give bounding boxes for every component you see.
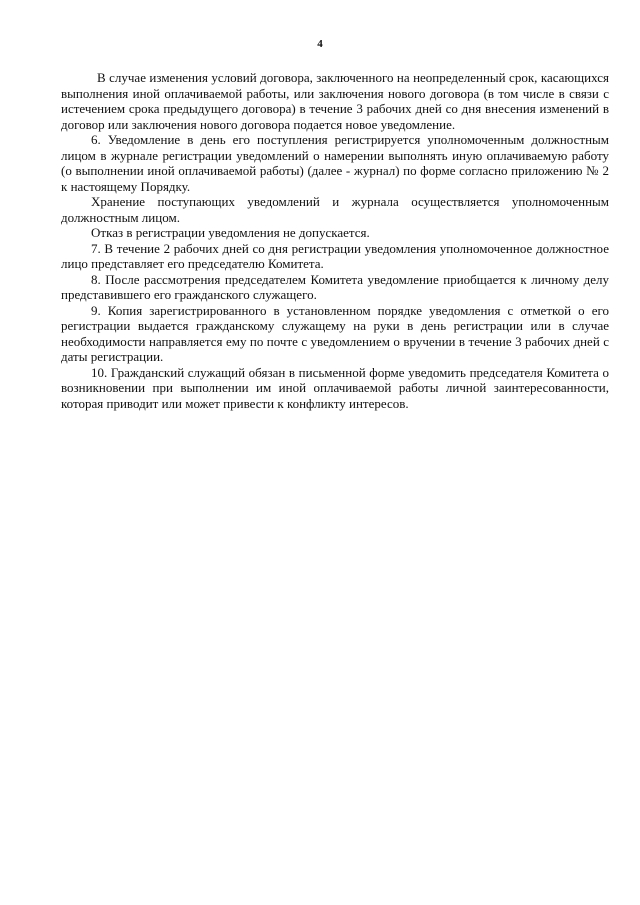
paragraph-8-personal-file: 8. После рассмотрения председателем Комитета уведомление приобщается к личному делу представившего его гражданского служащего. <box>61 271 609 302</box>
paragraph-7-submission: 7. В течение 2 рабочих дней со дня регистрации уведомления уполномоченное должностное лицо представляет его председателю Комитета. <box>61 240 609 271</box>
paragraph-storage: Хранение поступающих уведомлений и журнала осуществляется уполномоченным должностным лицом. <box>61 194 609 225</box>
paragraph-6-registration: 6. Уведомление в день его поступления регистрируется уполномоченным должностным лицом в журнале регистрации уведомлений о намерении выполнять иную оплачиваемую работу (о выполнении иной оплачиваемой работы) (далее - журнал) по форме согласно приложению № 2 к настоящему Порядку. <box>61 132 609 194</box>
paragraph-9-copy: 9. Копия зарегистрированного в установленном порядке уведомления с отметкой о его регистрации выдается гражданскому служащему на руки в день регистрации или в случае необходимости направляется ему по почте с уведомлением о вручении в течение 3 рабочих дней с даты регистрации. <box>61 302 609 364</box>
page-number: 4 <box>317 38 323 50</box>
document-body <box>61 70 609 411</box>
paragraph-10-conflict-of-interest: 10. Гражданский служащий обязан в письменной форме уведомить председателя Комитета о возникновении при выполнении им иной оплачиваемой работы личной заинтересованности, которая приводит или может привести к конфликту интересов. <box>61 364 609 411</box>
paragraph-no-refusal: Отказ в регистрации уведомления не допускается. <box>91 225 370 240</box>
paragraph-contract-change: В случае изменения условий договора, заключенного на неопределенный срок, касающихся выполнения иной оплачиваемой работы, или заключения нового договора (в том числе в связи с истечением срока предыдущего договора) в течение 3 рабочих дней со дня внесения изменений в договор или заключения нового договора подается новое уведомление. <box>61 70 609 132</box>
